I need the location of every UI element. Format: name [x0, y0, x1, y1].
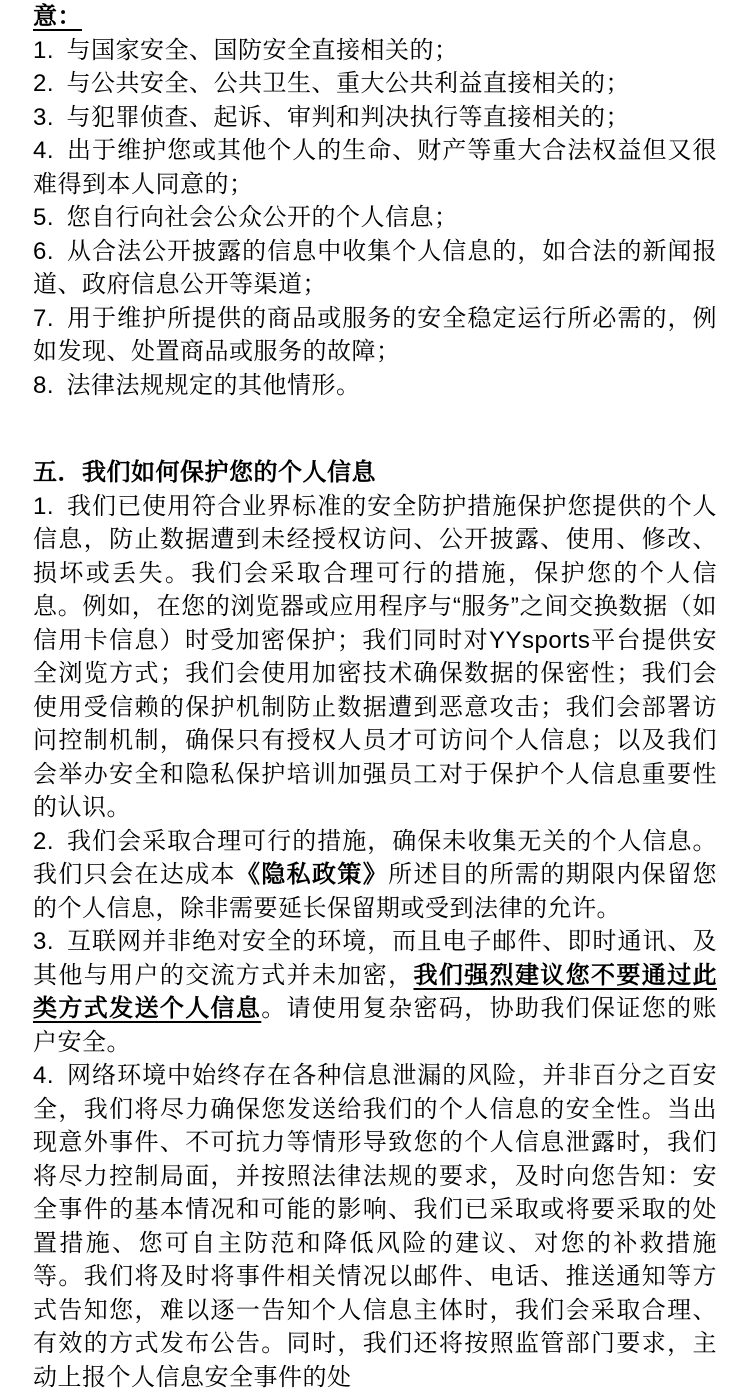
paragraph-3-text-pre: 3. 互联网并非绝对安全的环境，而且电子邮件、即时通讯、及其他与用户的交流方式并未加密， — [33, 928, 717, 989]
section-5-paragraph-4: 4. 网络环境中始终存在各种信息泄漏的风险，并非百分之百安全，我们将尽力确保您发送给我们的个人信息的安全性。当出现意外事件、不可抗力等情形导致您的个人信息泄露时，我们将尽力控制局面，并按照法律法规的要求，及时向您告知：安全事件的基本情况和可能的影响、我们已采取或将要采取的处置措施、您可自主防范和降低风险的建议、对您的补救措施等。我们将及时将事件相关情况以邮件、电话、推送通知等方式告知您，难以逐一告知个人信息主体时，我们会采取合理、有效的方式发布公告。同时，我们还将按照监管部门要求，主动上报个人信息安全事件的处 — [33, 1059, 717, 1394]
paragraph-2-text-post: 所述目的所需的期限内保留您的个人信息，除非需要延长保留期或受到法律的允许。 — [33, 861, 717, 922]
consent-exceptions-list — [33, 34, 717, 403]
section-5-paragraph-3 — [33, 925, 717, 1059]
paragraph-3-warning-emphasis: 我们强烈建议您不要通过此类方式发送个人信息 — [33, 962, 717, 1023]
section-5-paragraph-1: 1. 我们已使用符合业界标准的安全防护措施保护您提供的个人信息，防止数据遭到未经授权访问、公开披露、使用、修改、损坏或丢失。我们会采取合理可行的措施，保护您的个人信息。例如，在您的浏览器或应用程序与“服务”之间交换数据（如信用卡信息）时受加密保护；我们同时对YYsports平台提供安全浏览方式；我们会使用加密技术确保数据的保密性；我们会使用受信赖的保护机制防止数据遭到恶意攻击；我们会部署访问控制机制，确保只有授权人员才可访问个人信息；以及我们会举办安全和隐私保护培训加强员工对于保护个人信息重要性的认识。 — [33, 490, 717, 825]
list-item-5: 5. 您自行向社会公众公开的个人信息； — [33, 201, 717, 235]
list-item-7: 7. 用于维护所提供的商品或服务的安全稳定运行所必需的，例如发现、处置商品或服务的故障； — [33, 302, 717, 369]
paragraph-2-text-pre: 2. 我们会采取合理可行的措施，确保未收集无关的个人信息。我们只会在达成本 — [33, 828, 717, 889]
list-item-3: 3. 与犯罪侦查、起诉、审判和判决执行等直接相关的； — [33, 101, 717, 135]
paragraph-3-text-post: 。请使用复杂密码，协助我们保证您的账户安全。 — [33, 995, 717, 1056]
section-5-heading: 五．我们如何保护您的个人信息 — [33, 456, 717, 490]
clipped-heading-fragment — [33, 0, 717, 34]
clipped-heading-fragment-text: 意： — [33, 3, 82, 30]
list-item-2: 2. 与公共安全、公共卫生、重大公共利益直接相关的； — [33, 67, 717, 101]
section-5-paragraph-2 — [33, 825, 717, 926]
list-item-8: 8. 法律法规规定的其他情形。 — [33, 369, 717, 403]
list-item-4: 4. 出于维护您或其他个人的生命、财产等重大合法权益但又很难得到本人同意的； — [33, 134, 717, 201]
list-item-1: 1. 与国家安全、国防安全直接相关的； — [33, 34, 717, 68]
list-item-6: 6. 从合法公开披露的信息中收集个人信息的，如合法的新闻报道、政府信息公开等渠道； — [33, 235, 717, 302]
privacy-policy-title-reference: 《隐私政策》 — [236, 861, 388, 888]
section-5-body — [33, 490, 717, 1394]
